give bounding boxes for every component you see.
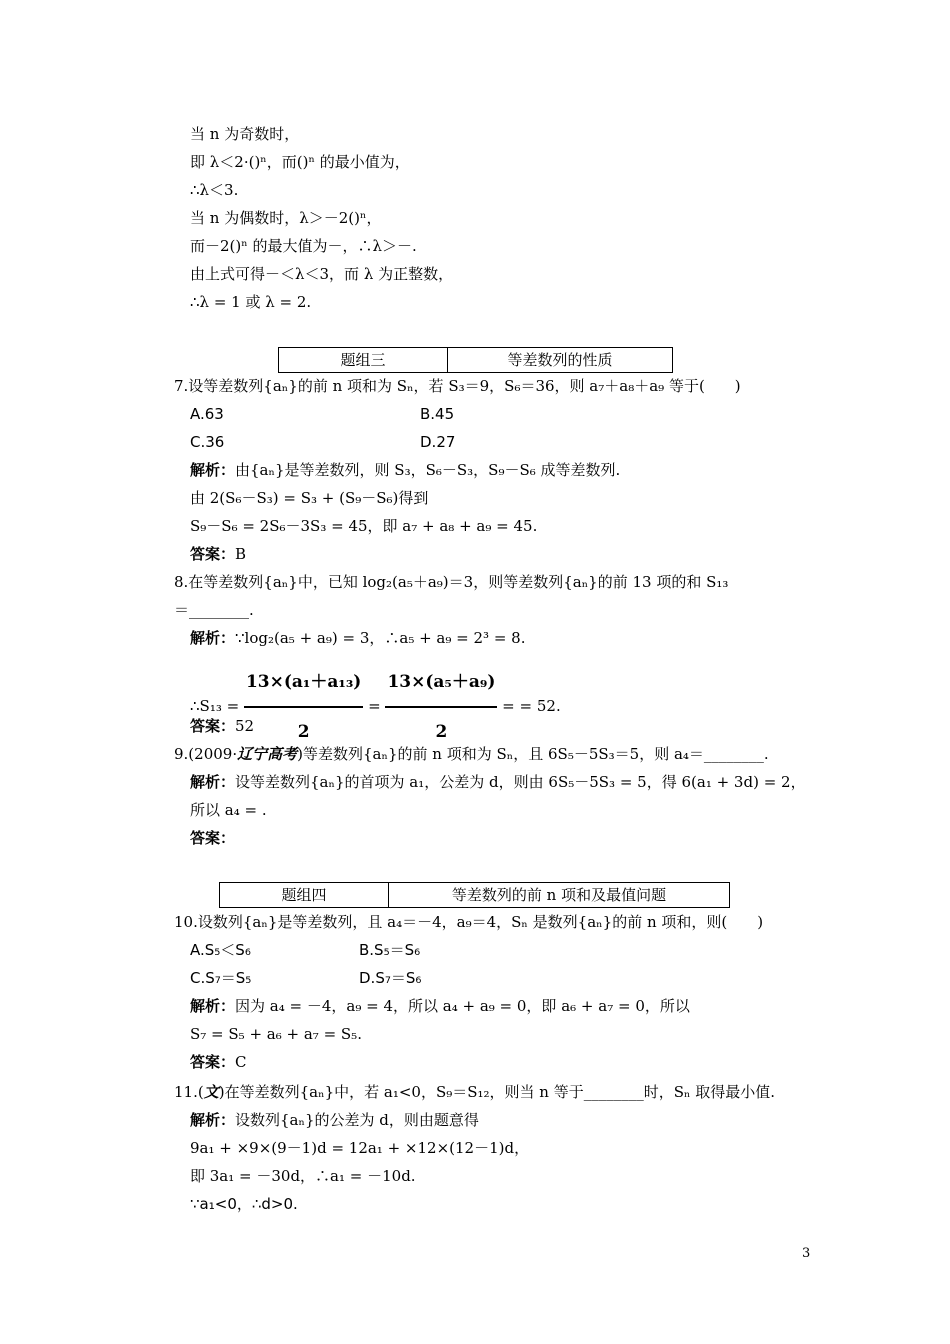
group-label: 题组三 xyxy=(279,348,448,373)
solution-line xyxy=(190,1110,479,1130)
solution-label: 解析： xyxy=(190,997,236,1015)
option-d: D.S₇＝S₆ xyxy=(359,969,422,987)
stem-part: 9.(2009· xyxy=(174,745,238,763)
text-line: ∴λ＜3. xyxy=(190,181,239,199)
group-title: 等差数列的性质 xyxy=(448,348,673,373)
solution-label: 解析： xyxy=(190,773,236,791)
option-c: C.S₇＝S₅ xyxy=(190,969,252,987)
solution-line xyxy=(190,628,525,648)
formula-tail: = 52. xyxy=(519,697,561,715)
group-label: 题组四 xyxy=(220,883,389,908)
question-stem-continued: ＝________. xyxy=(174,601,254,619)
stem-part: )等差数列{aₙ}的前 n 项和为 Sₙ，且 6S₅－5S₃＝5，则 a₄＝________. xyxy=(297,745,769,763)
text-line: 由上式可得－＜λ＜3，而 λ 为正整数， xyxy=(190,265,454,283)
solution-text: ∵log₂(a₅ + a₉) = 3，∴a₅ + a₉ = 2³ = 8. xyxy=(235,629,526,647)
answer-label: 答案： xyxy=(190,829,236,847)
answer-label: 答案： xyxy=(190,545,236,563)
solution-label: 解析： xyxy=(190,461,236,479)
answer-value: C xyxy=(235,1053,247,1071)
option-c: C.36 xyxy=(190,433,225,451)
answer-line xyxy=(190,828,235,848)
fraction-2-numerator: 13×(a₅＋a₉) xyxy=(385,660,497,708)
group-title: 等差数列的前 n 项和及最值问题 xyxy=(389,883,730,908)
text-line: 当 n 为奇数时， xyxy=(190,125,300,143)
solution-label: 解析： xyxy=(190,1111,236,1129)
solution-text: 因为 a₄ = －4，a₉ = 4，所以 a₄ + a₉ = 0，即 a₆ + a₇ = 0，所以 xyxy=(235,997,690,1015)
equals-sign: = xyxy=(502,697,515,715)
source-tag: 辽宁高考 xyxy=(237,745,298,763)
answer-label: 答案： xyxy=(190,1053,236,1071)
solution-line: S₉－S₆ = 2S₆－3S₃ = 45，即 a₇ + a₈ + a₉ = 45. xyxy=(190,517,538,535)
page-number: 3 xyxy=(802,1246,811,1261)
answer-line xyxy=(190,716,254,736)
option-d: D.27 xyxy=(420,433,456,451)
stem-part: )在等差数列{aₙ}中，若 a₁<0，S₉＝S₁₂，则当 n 等于________时，Sₙ 取得最小值. xyxy=(218,1083,776,1101)
stem-part: 11.( xyxy=(174,1083,204,1101)
answer-value: B xyxy=(235,545,247,563)
fraction-1 xyxy=(244,660,363,754)
text-line: 即 λ＜2·()ⁿ，而()ⁿ 的最小值为， xyxy=(190,153,410,171)
answer-line xyxy=(190,544,246,564)
solution-line xyxy=(190,996,690,1016)
equals-sign: = xyxy=(368,697,381,715)
answer-line xyxy=(190,1052,247,1072)
solution-formula xyxy=(190,660,561,754)
solution-line: ∵a₁<0，∴d>0. xyxy=(190,1195,298,1213)
fraction-2-denominator: 2 xyxy=(435,722,448,742)
solution-text: 由{aₙ}是等差数列，则 S₃，S₆－S₃，S₉－S₆ 成等差数列. xyxy=(235,461,621,479)
question-stem: 7.设等差数列{aₙ}的前 n 项和为 Sₙ，若 S₃＝9，S₆＝36，则 a₇＋a₈＋a₉ 等于( ) xyxy=(174,377,741,395)
solution-label: 解析： xyxy=(190,629,236,647)
fraction-2 xyxy=(385,660,497,754)
solution-line xyxy=(190,460,620,480)
formula-lead: ∴S₁₃ = xyxy=(190,697,240,715)
answer-label: 答案： xyxy=(190,717,236,735)
solution-text: 设数列{aₙ}的公差为 d，则由题意得 xyxy=(235,1111,479,1129)
solution-line: 由 2(S₆－S₃) = S₃ + (S₉－S₆)得到 xyxy=(190,489,429,507)
text-line: 当 n 为偶数时，λ＞－2()ⁿ， xyxy=(190,209,382,227)
text-line: ∴λ = 1 或 λ = 2. xyxy=(190,293,312,311)
option-a: A.63 xyxy=(190,405,224,423)
solution-text: 设等差数列{aₙ}的首项为 a₁，公差为 d，则由 6S₅－5S₃ = 5，得 6(a₁ + 3d) = 2， xyxy=(235,773,806,791)
option-b: B.S₅＝S₆ xyxy=(359,941,421,959)
option-a: A.S₅＜S₆ xyxy=(190,941,251,959)
text-line: 而－2()ⁿ 的最大值为－，∴λ＞－. xyxy=(190,237,417,255)
solution-line: 所以 a₄ = . xyxy=(190,801,267,819)
question-stem: 10.设数列{aₙ}是等差数列，且 a₄＝－4，a₉＝4，Sₙ 是数列{aₙ}的前 n 项和，则( ) xyxy=(174,913,764,931)
group-header-4 xyxy=(219,882,730,908)
fraction-1-denominator: 2 xyxy=(297,722,310,742)
solution-line xyxy=(190,772,806,792)
solution-line: S₇ = S₅ + a₆ + a₇ = S₅. xyxy=(190,1025,362,1043)
group-header-3 xyxy=(278,347,673,373)
solution-line: 9a₁ + ×9×(9－1)d = 12a₁ + ×12×(12－1)d， xyxy=(190,1139,530,1157)
answer-value: 52 xyxy=(235,717,255,735)
question-stem xyxy=(174,1082,775,1102)
wen-tag: 文 xyxy=(203,1083,219,1101)
solution-line: 即 3a₁ = －30d，∴a₁ = －10d. xyxy=(190,1167,416,1185)
option-b: B.45 xyxy=(420,405,455,423)
question-stem xyxy=(174,744,769,764)
question-stem: 8.在等差数列{aₙ}中，已知 log₂(a₅＋a₉)＝3，则等差数列{aₙ}的前 13 项的和 S₁₃ xyxy=(174,573,729,591)
fraction-1-numerator: 13×(a₁＋a₁₃) xyxy=(244,660,363,708)
